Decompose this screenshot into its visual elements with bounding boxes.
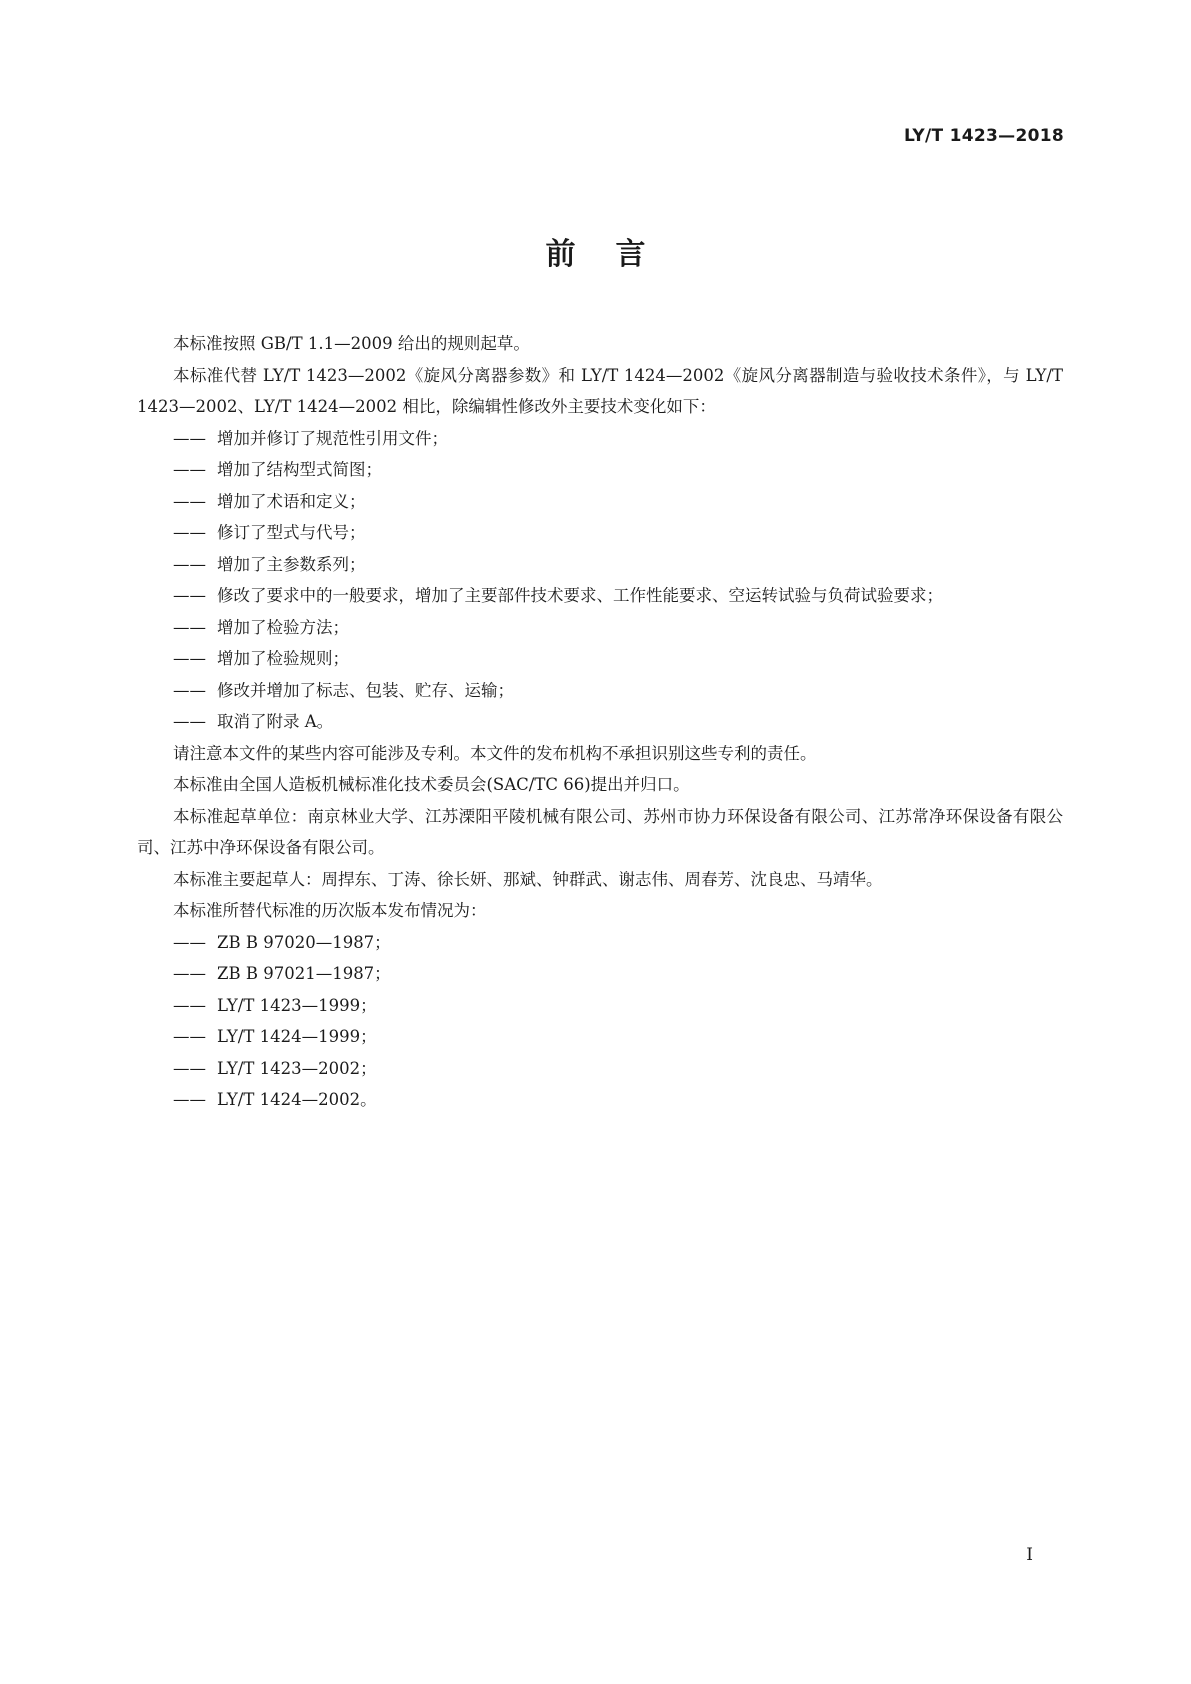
page-title: 前言	[545, 237, 686, 272]
dash-mark: ——	[173, 523, 206, 542]
list-item-text: ZB B 97021—1987；	[217, 964, 391, 983]
list-item-text: LY/T 1424—2002。	[217, 1090, 377, 1109]
list-item	[137, 643, 1063, 675]
list-item-text: 增加了检验方法；	[217, 617, 349, 637]
list-item-text: 增加了检验规则；	[217, 649, 349, 668]
foreword-body	[137, 328, 1063, 1116]
changes-list	[137, 423, 1063, 738]
list-item-text: 增加了主参数系列；	[217, 554, 366, 574]
list-item	[137, 580, 1063, 612]
list-item	[137, 675, 1063, 707]
dash-mark: ——	[173, 680, 206, 700]
list-item	[137, 706, 1063, 738]
list-item-text: 修改并增加了标志、包装、贮存、运输；	[217, 680, 514, 700]
dash-mark: ——	[173, 995, 206, 1015]
paragraph-proposer: 本标准由全国人造板机械标准化技术委员会(SAC/TC 66)提出并归口。	[173, 775, 690, 794]
list-item	[137, 1084, 1063, 1116]
list-item	[137, 486, 1063, 518]
list-item-text: 增加了结构型式简图；	[217, 460, 382, 479]
paragraph-drafting-units: 本标准起草单位：南京林业大学、江苏溧阳平陵机械有限公司、苏州市协力环保设备有限公司、江苏常净环保设备有限公司、江苏中净环保设备有限公司。	[137, 806, 1063, 857]
list-item-text: 修订了型式与代号；	[217, 523, 366, 542]
dash-mark: ——	[173, 617, 206, 637]
list-item	[137, 927, 1063, 959]
standard-number: LY/T 1423—2018	[903, 126, 1064, 146]
dash-mark: ——	[173, 428, 206, 448]
paragraph-drafters: 本标准主要起草人：周捍东、丁涛、徐长妍、那斌、钟群武、谢志伟、周春芳、沈良忠、马靖华。	[173, 869, 883, 889]
list-item-text: 取消了附录 A。	[217, 712, 334, 731]
list-item-text: ZB B 97020—1987；	[217, 932, 391, 952]
list-item	[137, 958, 1063, 990]
dash-mark: ——	[173, 712, 206, 731]
list-item	[137, 517, 1063, 549]
paragraph-patent-notice: 请注意本文件的某些内容可能涉及专利。本文件的发布机构不承担识别这些专利的责任。	[173, 743, 817, 763]
list-item	[137, 454, 1063, 486]
list-item-text: LY/T 1424—1999；	[217, 1027, 377, 1046]
list-item-text: 增加并修订了规范性引用文件；	[217, 428, 448, 448]
list-item	[137, 423, 1063, 455]
dash-mark: ——	[173, 1090, 206, 1109]
dash-mark: ——	[173, 1027, 206, 1046]
dash-mark: ——	[173, 932, 206, 952]
list-item-text: LY/T 1423—1999；	[217, 995, 377, 1015]
dash-mark: ——	[173, 554, 206, 574]
paragraph-replacement: 本标准代替 LY/T 1423—2002《旋风分离器参数》和 LY/T 1424—2002《旋风分离器制造与验收技术条件》，与 LY/T 1423—2002、LY/T 1424—2002 相比，除编辑性修改外主要技术变化如下：	[137, 365, 1063, 416]
history-list	[137, 927, 1063, 1116]
list-item-text: LY/T 1423—2002；	[217, 1058, 377, 1078]
list-item	[137, 612, 1063, 644]
page-number: I	[1026, 1545, 1033, 1565]
list-item-text: 修改了要求中的一般要求，增加了主要部件技术要求、工作性能要求、空运转试验与负荷试验要求；	[217, 586, 943, 605]
list-item	[137, 1053, 1063, 1085]
list-item	[137, 549, 1063, 581]
paragraph-history-intro: 本标准所替代标准的历次版本发布情况为：	[173, 901, 487, 920]
list-item-text: 增加了术语和定义；	[217, 491, 366, 511]
list-item	[137, 990, 1063, 1022]
dash-mark: ——	[173, 649, 206, 668]
dash-mark: ——	[173, 460, 206, 479]
paragraph-drafting-rules: 本标准按照 GB/T 1.1—2009 给出的规则起草。	[173, 334, 530, 353]
dash-mark: ——	[173, 964, 206, 983]
dash-mark: ——	[173, 586, 206, 605]
dash-mark: ——	[173, 491, 206, 511]
dash-mark: ——	[173, 1058, 206, 1078]
list-item	[137, 1021, 1063, 1053]
